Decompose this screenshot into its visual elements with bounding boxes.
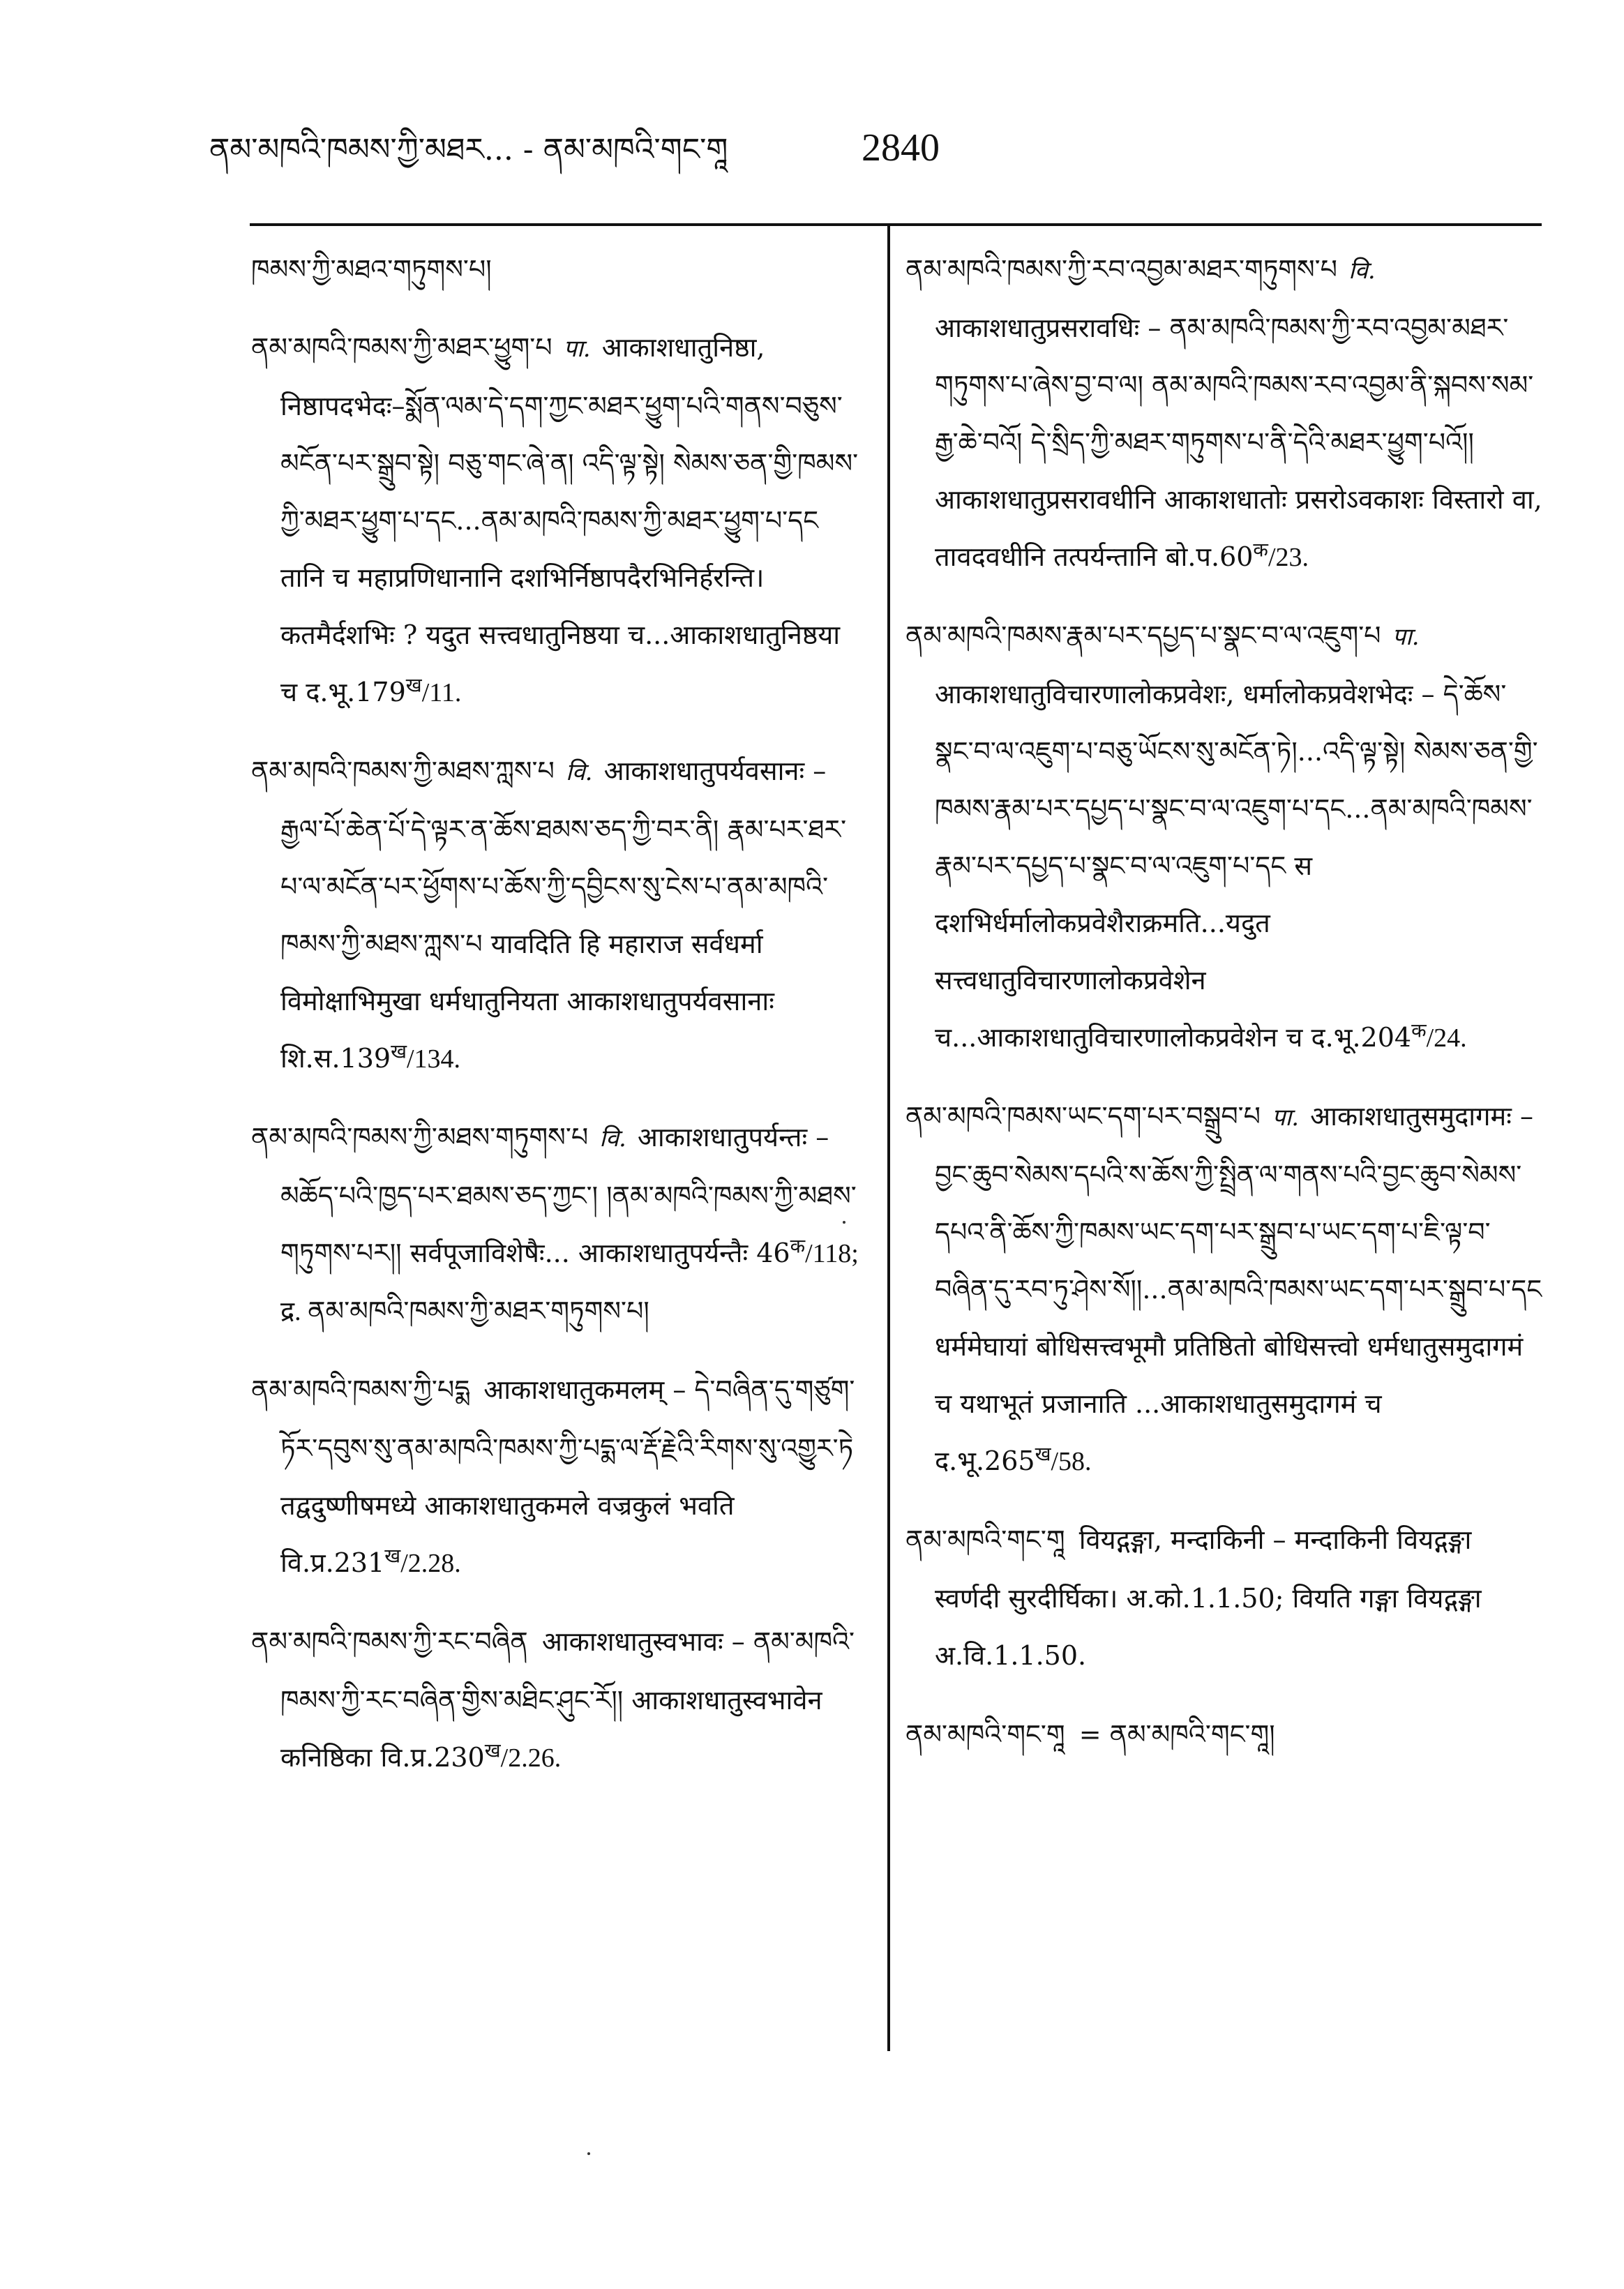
entry-folio-mark: ख	[391, 1040, 407, 1063]
entry-reference: /23.	[1268, 543, 1309, 572]
entry-headword: ནམ་མཁའི་ཁམས་ཀྱི་པདྨ	[251, 1374, 470, 1405]
entry-folio-mark: ख	[1035, 1442, 1051, 1466]
entry-abbreviation	[1074, 1527, 1079, 1555]
entry-body: = ནམ་མཁའི་གང་གཱ།	[1078, 1719, 1275, 1750]
entry-reference: /2.28.	[400, 1549, 461, 1578]
entry-headword: ནམ་མཁའི་ཁམས་ཀྱི་མཐས་གཏུགས་པ	[251, 1122, 589, 1153]
stray-mark	[587, 2152, 590, 2155]
page-number: 2840	[862, 126, 940, 170]
entry-body: आकाशधातुपर्यन्तः – མཆོད་པའི་ཁྱད་པར་ཐམས་ཅད་ཀྱང་། །ནམ་མཁའི་ཁམས་ཀྱི་མཐས་གཏུགས་པར།། सर्वपूजाविशेषैः... आकाशधातुपर्यन्तैः 46	[280, 1122, 857, 1268]
dictionary-entry	[251, 241, 865, 298]
entry-headword: ནམ་མཁའི་ཁམས་ཀྱི་མཐས་ཀླས་པ	[251, 756, 555, 786]
entry-headword: ནམ་མཁའི་ཁམས་ཡང་དག་པར་བསྒྲུབ་པ	[905, 1101, 1261, 1132]
running-header: ནམ་མཁའི་ཁམས་ཀྱི་མཐར... - ནམ་མཁའི་གང་གཱ	[209, 132, 728, 167]
entry-body: आकाशधातुस्वभावः – ནམ་མཁའི་ཁམས་ཀྱི་རང་བཞིན་གྱིས་མཐིང་ཤུང་རོ།། आकाशधातुस्वभावेन कनिष्ठिका वि.प्र.230	[280, 1626, 855, 1773]
entry-body: वियद्गङ्गा, मन्दाकिनी – मन्दाकिनी वियद्गङ्गा स्वर्णदी सुरदीर्घिका। अ.को.1.1.50; वियति गङ्गा वियद्गङ्गा अ.वि.1.1.50.	[935, 1524, 1482, 1671]
dictionary-entry	[251, 1361, 865, 1592]
header-rule	[250, 223, 1542, 226]
dictionary-entry	[905, 607, 1544, 1067]
entry-body: आकाशधातुनिष्ठा, निष्ठापदभेदः–སྨོན་ལམ་དེ་དག་ཀྱང་མཐར་ཕྱུག་པའི་གནས་བཅུས་མངོན་པར་སྒྲུབ་སྟེ། བཅུ་གང་ཞེ་ན། འདི་ལྟ་སྟེ། སེམས་ཅན་གྱི་ཁམས་ཀྱི་མཐར་ཕྱུག་པ་དང...ནམ་མཁའི་ཁམས་ཀྱི་མཐར་ཕྱུག་པ་དང तानि च महाप्रणिधानानि दशभिर्निष्ठापदैरभिनिर्हरन्ति। कतमैर्दशभिः ? यदुत सत्त्वधातुनिष्ठया च...आकाशधातुनिष्ठया च द.भू.179	[280, 332, 859, 707]
entry-reference: /24.	[1426, 1023, 1467, 1053]
entry-body: आकाशधातुसमुदागमः – བྱང་ཆུབ་སེམས་དཔའི་ས་ཆོས་ཀྱི་སྤྲིན་ལ་གནས་པའི་བྱང་ཆུབ་སེམས་དཔའ་ནི་ཆོས་ཀྱི་ཁམས་ཡང་དག་པར་སྒྲུབ་པ་ཡང་དག་པ་ཇི་ལྟ་བ་བཞིན་དུ་རབ་ཏུ་ཤེས་སོ།།...ནམ་མཁའི་ཁམས་ཡང་དག་པར་སྒྲུབ་པ་དང धर्ममेघायां बोधिसत्त्वभूमौ प्रतिष्ठितो बोधिसत्त्वो धर्मधातुसमुदागमं च यथाभूतं प्रजानाति ...आकाशधातुसमुदागमं च द.भू.265	[935, 1101, 1542, 1476]
dictionary-entry	[251, 742, 865, 1088]
dictionary-entry	[905, 1088, 1544, 1490]
entry-folio-mark: क	[790, 1234, 806, 1258]
entry-folio-mark: ख	[405, 673, 422, 697]
entry-reference: /134.	[406, 1044, 461, 1074]
entry-reference: /58.	[1051, 1447, 1092, 1476]
entry-headword: ནམ་མཁའི་ཁམས་རྣམ་པར་དཔྱད་པ་སྣང་བ་ལ་འཇུག་པ	[905, 620, 1381, 651]
dictionary-entry	[905, 1511, 1544, 1685]
entry-reference: /11.	[421, 678, 462, 707]
entry-text: ཁམས་ཀྱི་མཐའ་གཏུགས་པ།	[251, 254, 492, 285]
entry-body: आकाशधातुप्रसरावधिः – ནམ་མཁའི་ཁམས་ཀྱི་རབ་འབྱམ་མཐར་གཏུགས་པ་ཞེས་བྱ་བ་ལ། ནམ་མཁའི་ཁམས་རབ་འབྱམ་ནི་སྐབས་སམ་རྒྱ་ཆེ་བའོ། དེ་སྲིད་ཀྱི་མཐར་གཏུགས་པ་ནི་དེའི་མཐར་ཕྱུག་པའོ།། आकाशधातुप्रसरावधीनि आकाशधातोः प्रसरोऽवकाशः विस्तारो वा, तावदवधीनि तत्पर्यन्तानि बो.प.60	[935, 313, 1542, 572]
entry-headword: ནམ་མཁའི་གང་གཱ	[905, 1524, 1065, 1555]
entry-body: आकाशधातुविचारणालोकप्रवेशः, धर्मालोकप्रवेशभेदः – དེ་ཆོས་སྣང་བ་ལ་འཇུག་པ་བཅུ་ཡོངས་སུ་མངོན་ཏེ།...འདི་ལྟ་སྟེ། སེམས་ཅན་གྱི་ཁམས་རྣམ་པར་དཔྱད་པ་སྣང་བ་ལ་འཇུག་པ་དང...ནམ་མཁའི་ཁམས་རྣམ་པར་དཔྱད་པ་སྣང་བ་ལ་འཇུག་པ་དང स दशभिर्धर्मालोकप्रवेशैराक्रमति...यदुत सत्त्वधातुविचारणालोकप्रवेशेन च...आकाशधातुविचारणालोकप्रवेशेन च द.भू.204	[935, 679, 1538, 1053]
entry-reference: /118; द्र. ནམ་མཁའི་ཁམས་ཀྱི་མཐར་གཏུགས་པ།	[280, 1239, 859, 1326]
entry-body: आकाशधातुकमलम् – དེ་བཞིན་དུ་གཙུག་ཏོར་དབུས་སུ་ནམ་མཁའི་ཁམས་ཀྱི་པདྨ་ལ་རྡོ་རྗེའི་རིགས་སུ་འགྱུར་ཏེ तद्वदुष्णीषमध्ये आकाशधातुकमले वज्रकुलं भवति वि.प्र.231	[280, 1374, 855, 1578]
entry-abbreviation	[536, 1629, 542, 1657]
entry-abbreviation: पा.	[563, 335, 591, 363]
dictionary-entry	[251, 319, 865, 721]
entry-abbreviation: वि.	[1348, 257, 1376, 285]
right-column	[905, 241, 1544, 1785]
entry-headword: ནམ་མཁའི་ཁམས་ཀྱི་རང་བཞིན	[251, 1626, 528, 1657]
entry-abbreviation	[1074, 1722, 1079, 1750]
entry-abbreviation: पा.	[1272, 1104, 1300, 1132]
dictionary-entry	[905, 1706, 1544, 1764]
column-divider	[887, 223, 890, 2051]
entry-folio-mark: क	[1411, 1019, 1427, 1042]
dictionary-entry	[251, 1109, 865, 1340]
entry-headword: ནམ་མཁའི་ཁམས་ཀྱི་མཐར་ཕྱུག་པ	[251, 332, 552, 363]
dictionary-entry	[905, 241, 1544, 586]
entry-headword: ནམ་མཁའི་ཁམས་ཀྱི་རབ་འབྱམ་མཐར་གཏུགས་པ	[905, 254, 1338, 285]
left-column	[251, 241, 865, 1808]
stray-mark	[843, 1221, 845, 1224]
entry-body: आकाशधातुपर्यवसानः – རྒྱལ་པོ་ཆེན་པོ་དེ་ལྟར་ན་ཆོས་ཐམས་ཅད་ཀྱི་བར་ནི། རྣམ་པར་ཐར་པ་ལ་མངོན་པར་ཕྱོགས་པ་ཆོས་ཀྱི་དབྱིངས་སུ་ངེས་པ་ནམ་མཁའི་ཁམས་ཀྱི་མཐས་ཀླས་པ यावदिति हि महाराज सर्वधर्मा विमोक्षाभिमुखा धर्मधातुनियता आकाशधातुपर्यवसानाः शि.स.139	[280, 756, 847, 1074]
entry-abbreviation: वि.	[599, 1125, 626, 1153]
entry-headword: ནམ་མཁའི་གང་གཱ	[905, 1719, 1065, 1750]
entry-folio-mark: ख	[384, 1544, 401, 1568]
entry-reference: /2.26.	[500, 1743, 562, 1773]
entry-abbreviation: पा.	[1392, 623, 1420, 651]
entry-folio-mark: ख	[484, 1739, 501, 1762]
dictionary-entry	[251, 1613, 865, 1787]
entry-abbreviation: वि.	[565, 758, 593, 786]
entry-folio-mark: क	[1253, 538, 1268, 562]
